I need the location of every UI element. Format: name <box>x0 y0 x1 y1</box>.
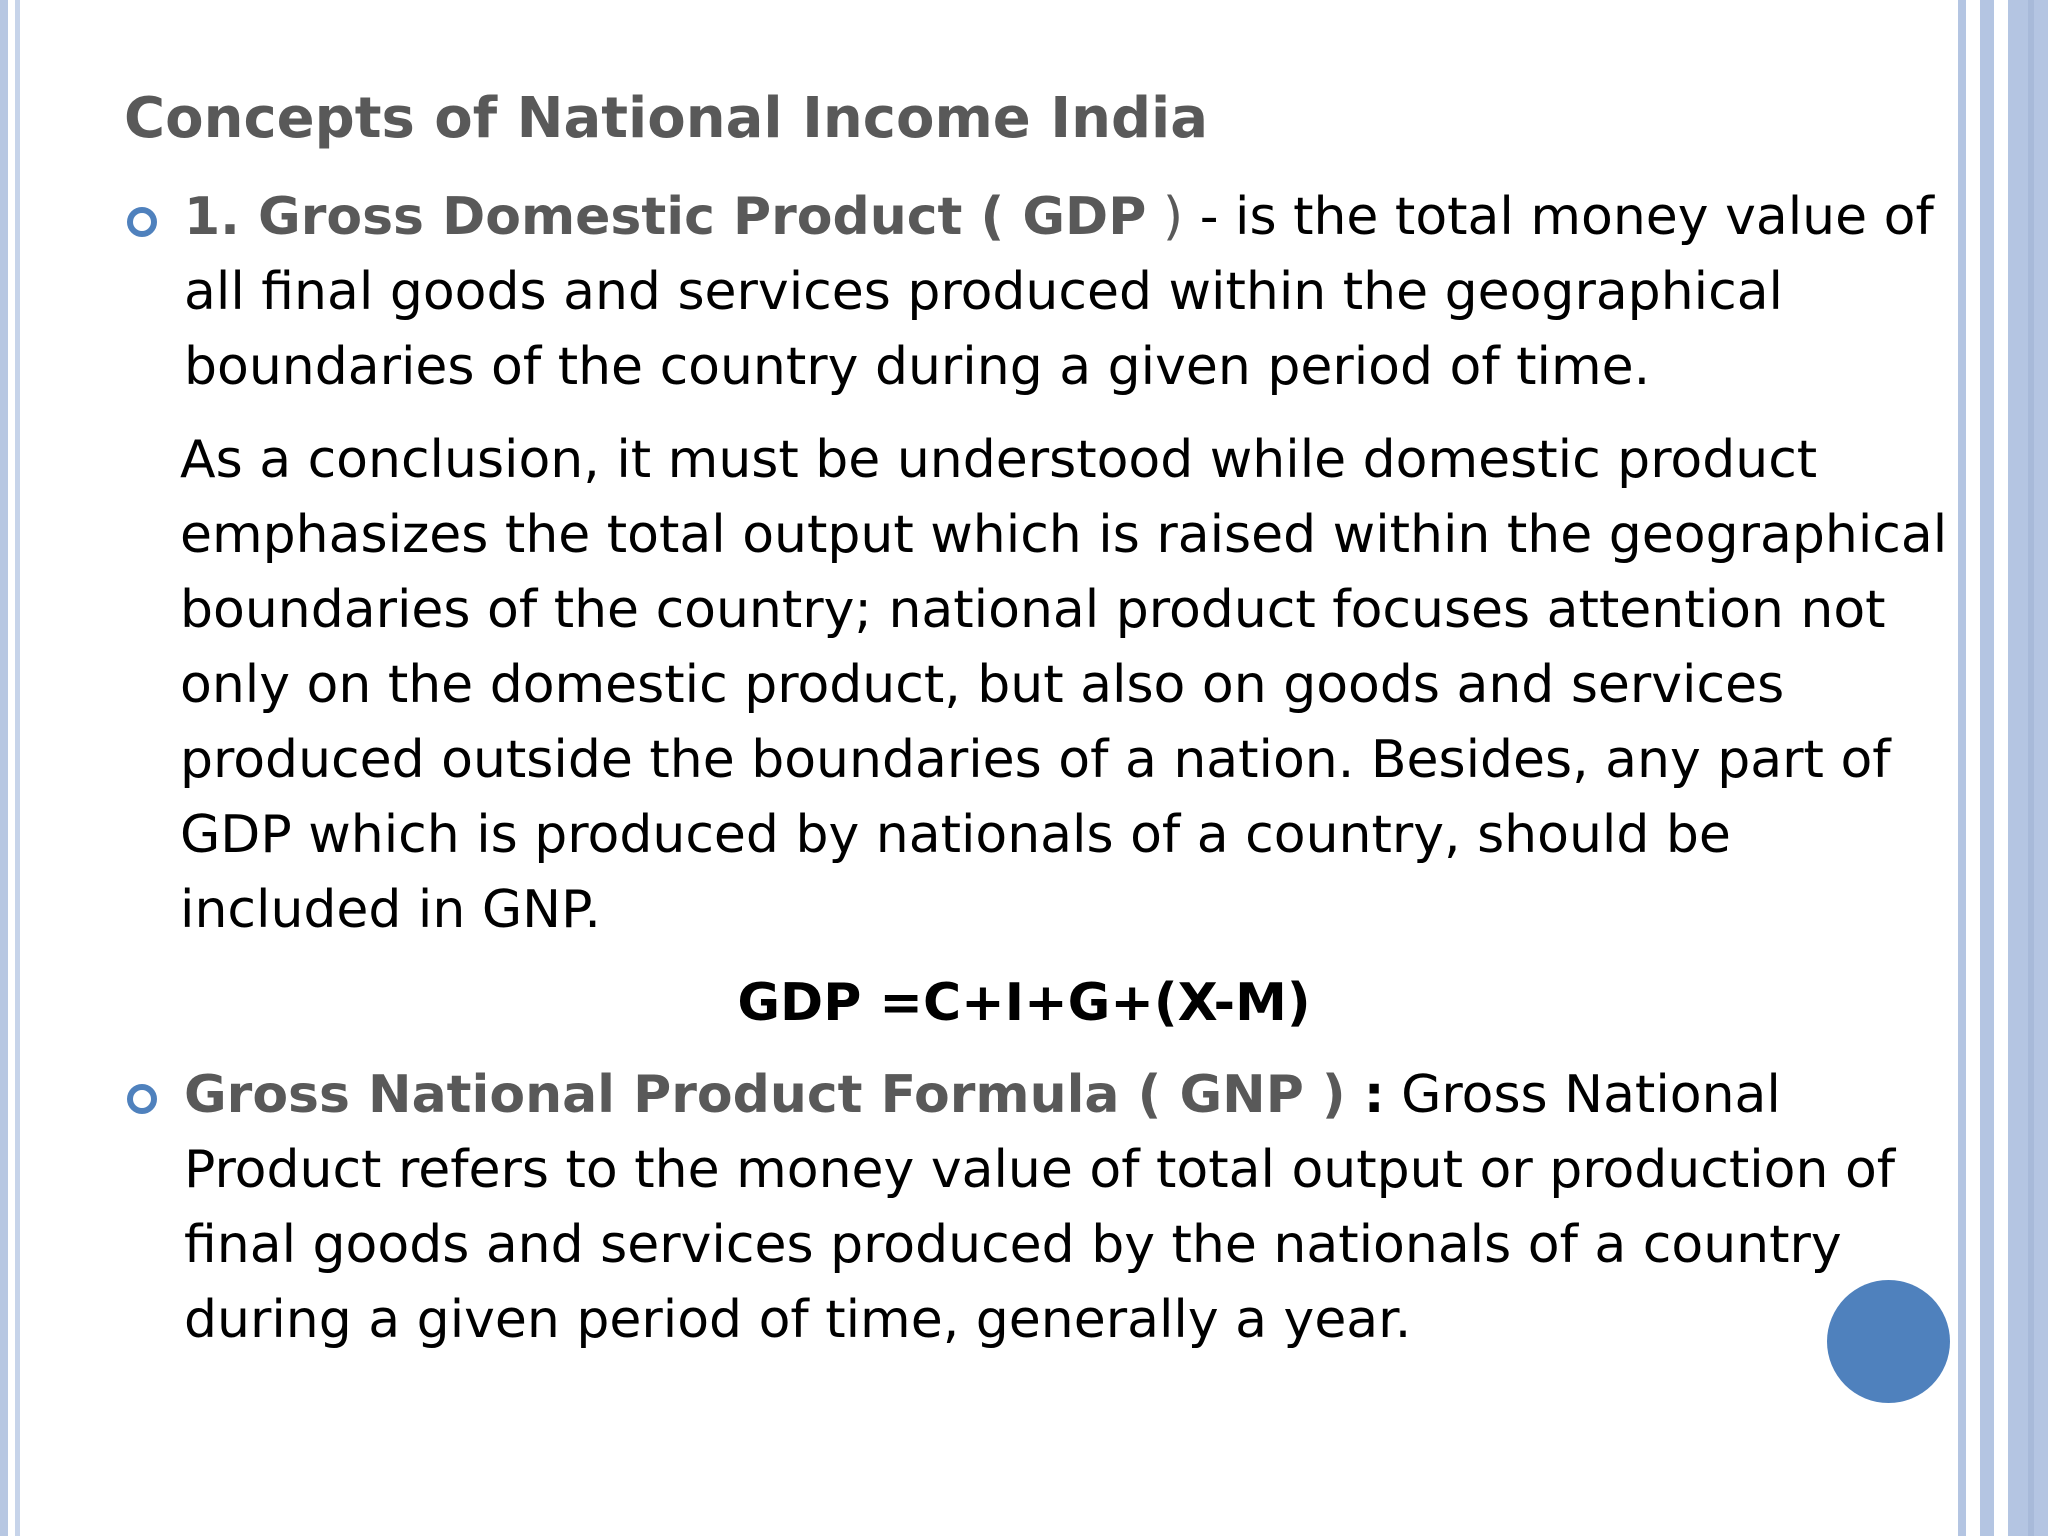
gnp-colon: : <box>1363 1065 1385 1125</box>
gdp-heading-close: ) <box>1146 187 1184 247</box>
gdp-definition: - is the total money value of all final goods and services produced within the geographical boundaries of the country during a given period of time. <box>184 187 1934 397</box>
conclusion-text: As a conclusion, it must be understood while domestic product emphasizes the total output which is raised within the geographical boundaries of the country; national product focuses attention not only on the domestic product, but also on goods and services produced outside the boundaries of a nation. Besides, any part of GDP which is produced by nationals of a country, should be included in GNP. <box>180 430 1948 940</box>
gnp-definition: Gross National Product refers to the money value of total output or production of final goods and services produced by the nationals of a country during a given period of time, generally a year. <box>184 1065 1896 1350</box>
right-border-band <box>1980 0 1994 1536</box>
left-border-line <box>0 0 8 1536</box>
bullet-circle-icon <box>127 207 157 237</box>
gdp-paragraph <box>184 180 1944 405</box>
gdp-formula: GDP =C+I+G+(X-M) <box>737 973 1311 1033</box>
conclusion-paragraph <box>180 423 1950 948</box>
circle-decoration-icon <box>1827 1280 1950 1403</box>
slide-title: Concepts of National Income India <box>124 86 1209 151</box>
gnp-heading: Gross National Product Formula ( GNP ) <box>184 1065 1364 1125</box>
gnp-paragraph <box>184 1058 1944 1358</box>
right-border-band <box>1958 0 1966 1536</box>
gdp-heading: 1. Gross Domestic Product ( GDP <box>184 187 1147 247</box>
left-border-line-inner <box>15 0 20 1536</box>
bullet-circle-icon <box>127 1084 157 1114</box>
